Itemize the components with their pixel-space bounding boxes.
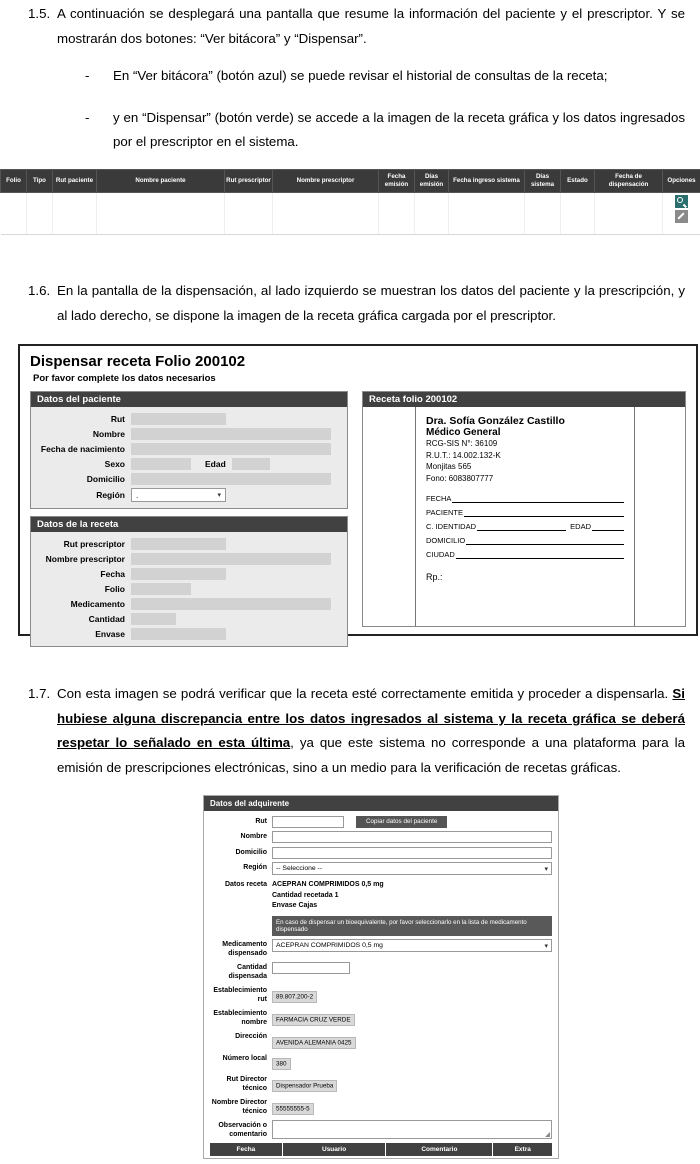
receta-image-title: Receta folio 200102 — [363, 392, 685, 407]
col-rut-prescriptor: Rut prescriptor — [225, 169, 273, 192]
dispense-right-column — [362, 391, 686, 627]
observacion-textarea[interactable] — [272, 1120, 552, 1139]
rut-label: Rut — [39, 414, 131, 424]
ver-bitacora-button[interactable] — [675, 195, 688, 208]
rut-prescriptor-input[interactable] — [131, 538, 226, 550]
col-dias-sistema: Días sistema — [525, 169, 561, 192]
nombre-label: Nombre — [39, 429, 131, 439]
envase-input[interactable] — [131, 628, 226, 640]
dispense-screen — [18, 344, 698, 636]
cell-fecha-emision — [379, 193, 415, 235]
bullet-text: En “Ver bitácora” (botón azul) se puede revisar el historial de consultas de la receta; — [113, 64, 685, 89]
cidentidad-field-label: C. IDENTIDAD — [426, 522, 476, 531]
domicilio-label: Domicilio — [210, 847, 272, 859]
copy-patient-data-button[interactable]: Copiar datos del paciente — [356, 816, 447, 828]
cell-dias-sistema — [525, 193, 561, 235]
establecimiento-rut-value[interactable]: 89.807.200-2 — [272, 991, 317, 1003]
establecimiento-rut-label: Establecimiento rut — [210, 985, 272, 1005]
medicamento-dispensado-value: ACEPRAN COMPRIMIDOS 0,5 mg — [276, 942, 383, 949]
rut-input[interactable] — [272, 816, 344, 828]
doctor-registry: RCG-SIS N°: 36109 — [426, 438, 624, 450]
chevron-down-icon: ▾ — [544, 865, 548, 873]
cell-folio — [1, 193, 27, 235]
bioequivalente-info-bar: En caso de dispensar un bioequivalente, por favor seleccionarlo en la lista de medicamento dispensado — [272, 916, 552, 936]
recipe-panel — [30, 516, 348, 647]
col-fecha-dispensacion: Fecha de dispensación — [595, 169, 663, 192]
cantidad-dispensada-input[interactable] — [272, 962, 350, 974]
medicamento-recetado: ACEPRAN COMPRIMIDOS 0,5 mg — [272, 880, 552, 891]
text-end: , ya que este sistema no corresponde a una plataforma para la emisión de prescripciones electrónicas, sino a un medio para la verificación de recetas gráficas. — [57, 735, 685, 775]
pencil-icon — [677, 213, 684, 220]
fecha-input[interactable] — [131, 568, 226, 580]
sexo-label: Sexo — [39, 459, 131, 469]
results-table — [0, 169, 700, 235]
fecha-field-label: FECHA — [426, 494, 451, 503]
adquirente-title: Datos del adquirente — [204, 796, 558, 811]
rut-label: Rut — [210, 816, 272, 828]
cell-tipo — [27, 193, 53, 235]
establecimiento-nombre-label: Establecimiento nombre — [210, 1008, 272, 1028]
cell-fecha-ingreso — [449, 193, 525, 235]
bullet-dash: - — [85, 106, 113, 155]
footer-col-fecha: Fecha — [210, 1143, 282, 1156]
cell-dias-emision — [415, 193, 449, 235]
envase-label: Envase — [39, 629, 131, 639]
col-rut-paciente: Rut paciente — [53, 169, 97, 192]
rut-director-tecnico-label: Rut Director técnico — [210, 1074, 272, 1094]
doctor-phone: Fono: 6083807777 — [426, 473, 624, 485]
cell-nombre-paciente — [97, 193, 225, 235]
cell-nombre-prescriptor — [273, 193, 379, 235]
nombre-input[interactable] — [272, 831, 552, 843]
medicamento-label: Medicamento — [39, 599, 131, 609]
cell-rut-paciente — [53, 193, 97, 235]
col-nombre-paciente: Nombre paciente — [97, 169, 225, 192]
blank-line — [592, 524, 624, 531]
cell-opciones — [663, 193, 700, 235]
adquirente-screen — [203, 795, 559, 1160]
nombre-prescriptor-label: Nombre prescriptor — [39, 554, 131, 564]
section-number: 1.6. — [28, 279, 57, 328]
bullet-ver-bitacora — [85, 64, 685, 89]
cantidad-recetada: Cantidad recetada 1 — [272, 891, 552, 902]
domicilio-label: Domicilio — [39, 474, 131, 484]
dispense-left-column — [30, 391, 348, 627]
edad-field-label: EDAD — [570, 522, 591, 531]
patient-panel-title: Datos del paciente — [31, 392, 347, 407]
col-fecha-ingreso: Fecha ingreso sistema — [449, 169, 525, 192]
table-header-row — [1, 169, 700, 192]
text-emphasis: Si hubiese alguna discrepancia entre los datos ingresados al sistema y la receta gráfica se deberá respetar lo señalado en esta última — [57, 686, 685, 750]
blank-line — [452, 496, 624, 503]
region-label: Región — [39, 490, 131, 500]
fecha-nacimiento-input[interactable] — [131, 443, 331, 455]
section-text — [57, 682, 685, 780]
region-select[interactable] — [131, 488, 226, 502]
rut-input[interactable] — [131, 413, 226, 425]
section-text: En la pantalla de la dispensación, al lado izquierdo se muestran los datos del paciente y la prescripción, y al lado derecho, se dispone la imagen de la receta gráfica cargada por el prescriptor. — [57, 279, 685, 328]
nombre-prescriptor-input[interactable] — [131, 553, 331, 565]
section-text: A continuación se desplegará una pantalla que resume la información del paciente y el prescriptor. Y se mostrarán dos botones: “Ver bitácora” y “Dispensar”. — [57, 2, 685, 51]
footer-col-comentario: Comentario — [386, 1143, 492, 1156]
blank-line — [464, 510, 624, 517]
region-select-value: -- Seleccione -- — [276, 865, 322, 872]
medicamento-dispensado-select[interactable] — [272, 939, 552, 952]
nombre-input[interactable] — [131, 428, 331, 440]
dispensar-button[interactable] — [675, 210, 688, 223]
nombre-label: Nombre — [210, 831, 272, 843]
folio-label: Folio — [39, 584, 131, 594]
datos-receta-label: Datos receta — [210, 879, 272, 913]
establecimiento-nombre-value[interactable]: FARMACIA CRUZ VERDE — [272, 1014, 355, 1026]
magnifier-handle — [683, 203, 687, 207]
domicilio-input[interactable] — [272, 847, 552, 859]
col-estado: Estado — [561, 169, 595, 192]
domicilio-field-label: DOMICILIO — [426, 536, 465, 545]
bullet-text: y en “Dispensar” (botón verde) se accede a la imagen de la receta gráfica y los datos ingresados por el prescriptor en el sistema. — [113, 106, 685, 155]
region-label: Región — [210, 862, 272, 875]
nombre-director-tecnico-value[interactable]: 55555555-5 — [272, 1103, 314, 1115]
section-number: 1.5. — [28, 2, 57, 51]
col-tipo: Tipo — [27, 169, 53, 192]
observacion-label: Observación o comentario — [210, 1120, 272, 1140]
patient-panel — [30, 391, 348, 509]
datos-receta-text — [272, 879, 552, 913]
region-select[interactable] — [272, 862, 552, 875]
cantidad-input[interactable] — [131, 613, 176, 625]
region-select-value: . — [136, 491, 138, 500]
doctor-name: Dra. Sofía González Castillo — [426, 415, 624, 427]
footer-col-extra: Extra — [493, 1143, 552, 1156]
numero-local-value[interactable]: 380 — [272, 1058, 291, 1070]
edad-label: Edad — [205, 459, 226, 469]
section-1-5 — [28, 2, 685, 51]
cell-fecha-dispensacion — [595, 193, 663, 235]
empty-label — [210, 916, 272, 936]
cantidad-label: Cantidad — [39, 614, 131, 624]
sexo-input[interactable] — [131, 458, 191, 470]
folio-input[interactable] — [131, 583, 191, 595]
col-fecha-emision: Fecha emisión — [379, 169, 415, 192]
blank-line — [466, 538, 624, 545]
nombre-director-tecnico-label: Nombre Director técnico — [210, 1097, 272, 1117]
col-opciones: Opciones — [663, 169, 700, 192]
blank-line — [456, 552, 624, 559]
rp-label: Rp.: — [426, 572, 624, 582]
direccion-label: Dirección — [210, 1031, 272, 1049]
medicamento-input[interactable] — [131, 598, 331, 610]
col-folio: Folio — [1, 169, 27, 192]
text-start: Con esta imagen se podrá verificar que la receta esté correctamente emitida y proceder a dispensarla. — [57, 686, 672, 701]
chevron-down-icon: ▾ — [544, 942, 548, 950]
paciente-field-label: PACIENTE — [426, 508, 463, 517]
doctor-rut: R.U.T.: 14.002.132-K — [426, 450, 624, 462]
cantidad-dispensada-label: Cantidad dispensada — [210, 962, 272, 982]
rut-director-tecnico-value[interactable]: Dispensador Prueba — [272, 1080, 337, 1092]
manual-page — [0, 2, 700, 1164]
ciudad-field-label: CIUDAD — [426, 550, 455, 559]
receta-image-panel — [362, 391, 686, 627]
fecha-nacimiento-label: Fecha de nacimiento — [39, 444, 131, 454]
footer-col-usuario: Usuario — [283, 1143, 386, 1156]
dispense-subtitle: Por favor complete los datos necesarios — [33, 373, 686, 384]
envase-recetado: Envase Cajas — [272, 901, 552, 912]
cell-rut-prescriptor — [225, 193, 273, 235]
cell-estado — [561, 193, 595, 235]
col-dias-emision: Días emisión — [415, 169, 449, 192]
blank-line — [477, 524, 566, 531]
dispense-title: Dispensar receta Folio 200102 — [30, 353, 686, 370]
section-1-7 — [28, 682, 685, 780]
section-number: 1.7. — [28, 682, 57, 780]
medicamento-dispensado-label: Medicamento dispensado — [210, 939, 272, 959]
domicilio-input[interactable] — [131, 473, 331, 485]
col-nombre-prescriptor: Nombre prescriptor — [273, 169, 379, 192]
bullet-dash: - — [85, 64, 113, 89]
receta-image — [415, 407, 635, 626]
history-header-bar — [210, 1143, 552, 1156]
doctor-role: Médico General — [426, 427, 624, 438]
rut-prescriptor-label: Rut prescriptor — [39, 539, 131, 549]
resize-handle-icon — [545, 1132, 550, 1137]
direccion-value[interactable]: AVENIDA ALEMANIA 0425 — [272, 1037, 356, 1049]
edad-input[interactable] — [232, 458, 270, 470]
section-1-6 — [28, 279, 685, 328]
bullet-dispensar — [85, 106, 685, 155]
recipe-panel-title: Datos de la receta — [31, 517, 347, 532]
fecha-label: Fecha — [39, 569, 131, 579]
table-row — [1, 193, 700, 235]
doctor-address: Monjitas 565 — [426, 461, 624, 473]
numero-local-label: Número local — [210, 1053, 272, 1071]
chevron-down-icon: ▾ — [217, 491, 221, 499]
magnifier-icon — [677, 197, 683, 203]
